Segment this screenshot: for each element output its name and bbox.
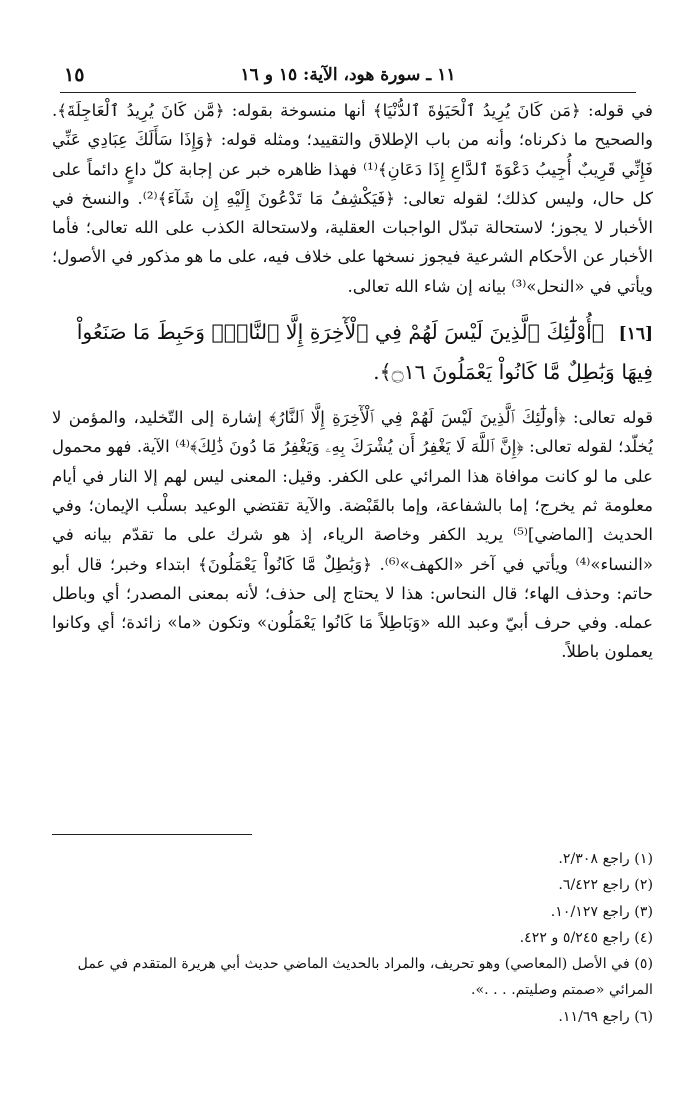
footnotes	[46, 846, 653, 1030]
main-text	[52, 96, 653, 667]
running-title: ١١ ـ سورة هود، الآية: ١٥ و ١٦	[240, 65, 456, 85]
footnote: (١) راجع ٢/٣٠٨.	[558, 851, 653, 867]
verse-text: ﴿أُوْلَٰٓئِكَ ٱلَّذِينَ لَيْسَ لَهُمْ فِي ٱلْأٓخِرَةِ إِلَّا ٱلنَّارُۖ وَحَبِطَ مَا صَنَعُواْ فِيهَا وَبَٰطِلٌ مَّا كَانُواْ يَعْمَلُونَ ۝١٦﴾.	[76, 320, 653, 385]
page-number: ١٥	[64, 64, 85, 86]
footnote-separator	[52, 834, 252, 835]
footnote: (٣) راجع ١٠/١٢٧.	[550, 903, 653, 920]
verse-number: [١٦]	[618, 324, 653, 345]
footnote: (٢) راجع ٦/٤٢٢.	[558, 877, 653, 894]
commentary-paragraph-1: في قوله: ﴿مَن كَانَ يُرِيدُ ٱلْحَيَوٰةَ ٱلدُّنْيَا﴾ أنها منسوخة بقوله: ﴿مَّن كَانَ يُرِيدُ ٱلْعَاجِلَةَ﴾. والصحيح ما ذكرناه؛ وأنه من باب الإطلاق والتقييد؛ ومثله قوله: ﴿وَإِذَا سَأَلَكَ عِبَادِي عَنِّي فَإِنِّي قَرِيبٌ أُجِيبُ دَعْوَةَ ٱلدَّاعِ إِذَا دَعَانِ﴾⁽¹⁾ فهذا ظاهره خبر عن إجابة كلّ داعٍ دائماً على كل حال، وليس كذلك؛ لقوله تعالى: ﴿فَيَكْشِفُ مَا تَدْعُونَ إِلَيْهِ إِن شَآءَ﴾⁽²⁾. والنسخ في الأخبار لا يجوز؛ لاستحالة تبدّل الواجبات العقلية، ولاستحالة الكذب على الله تعالى؛ فأما الأخبار عن الأحكام الشرعية فيجوز نسخها على خلاف فيه، على ما هو مذكور في الأصول؛ ويأتي في «النحل»⁽³⁾ بيانه إن شاء الله تعالى.	[52, 101, 653, 296]
footnote: (٦) راجع ١١/٦٩.	[558, 1008, 653, 1025]
quran-verse	[52, 313, 653, 391]
footnote: (٥) في الأصل (المعاصي) وهو تحريف، والمراد بالحديث الماضي حديث أبي هريرة المتقدم في عمل المرائي «صمتم وصليتم. . . .».	[77, 956, 653, 999]
page-header	[60, 62, 636, 93]
footnote: (٤) راجع ٥/٢٤٥ و ٤٢٢.	[519, 929, 653, 946]
commentary-paragraph-2: قوله تعالى: ﴿أولَٰٓئِكَ ٱلَّذِينَ لَيْسَ لَهُمْ فِي ٱلْأٓخِرَةِ إِلَّا ٱلنَّارُ﴾ إشارة إلى التّخليد، والمؤمن لا يُخلّد؛ لقوله تعالى: ﴿إِنَّ ٱللَّهَ لَا يَغْفِرُ أَن يُشْرَكَ بِهِۦ وَيَغْفِرُ مَا دُونَ ذَٰلِكَ﴾⁽⁴⁾ الآية. فهو محمول على ما لو كانت موافاة هذا المرائي على الكفر. وقيل: المعنى ليس لهم إلا النار في أيام معلومة ثم يخرج؛ إما بالشفاعة، وإما بالقَبْضة. والآية تقتضي الوعيد بسلْب الإيمان؛ وفي الحديث [الماضي]⁽⁵⁾ يريد الكفر وخاصة الرياء، إذ هو شرك على ما تقدّم بيانه في «النساء»⁽⁴⁾ ويأتي في آخر «الكهف»⁽⁶⁾. ﴿وَبَٰطِلٌ مَّا كَانُواْ يَعْمَلُونَ﴾ ابتداء وخبر؛ قال أبو حاتم: وحذف الهاء؛ قال النحاس: هذا لا يحتاج إلى حذف؛ لأنه بمعنى المصدر؛ أي وباطل عمله. وفي حرف أبيّ وعبد الله «وَبَاطِلاً مَا كَانُوا يَعْمَلُون» وتكون «ما» زائدة؛ أي وكانوا يعملون باطلاً.	[52, 408, 654, 662]
